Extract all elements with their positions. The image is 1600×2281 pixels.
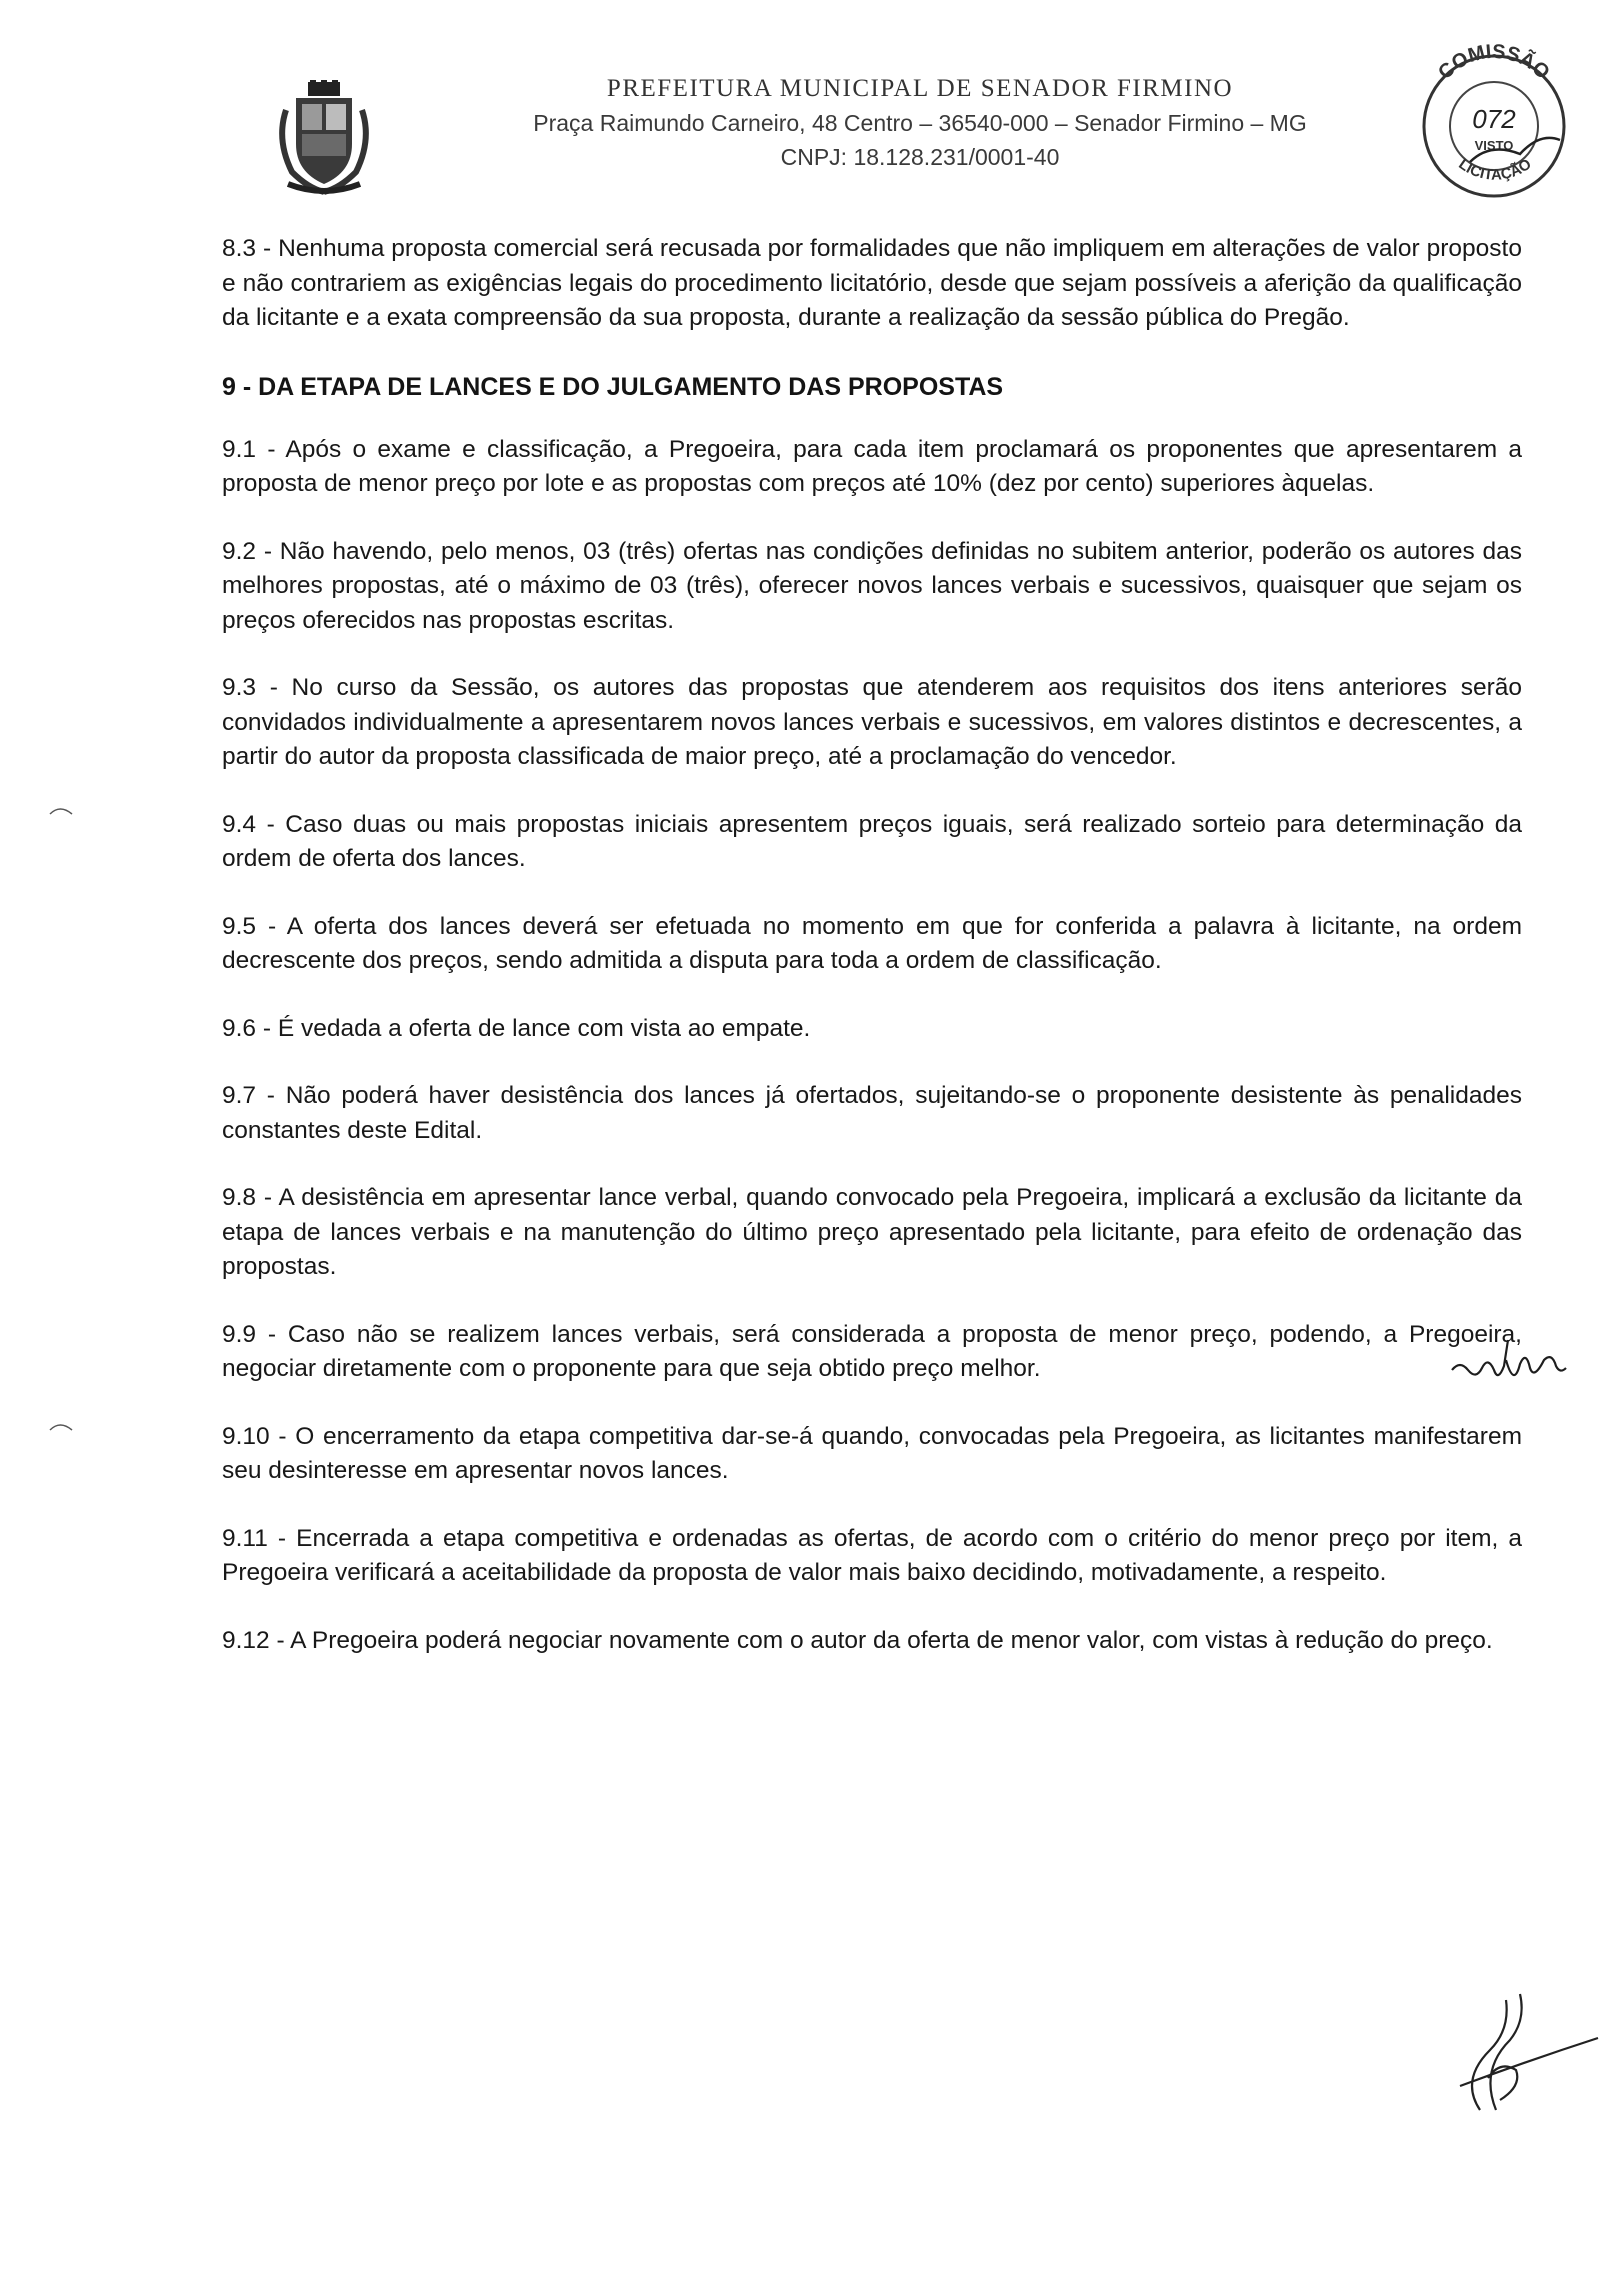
coat-of-arms-icon [272,80,376,198]
commission-stamp [1410,22,1570,212]
stamp-visto: VISTO [1474,138,1514,153]
margin-mark-icon [48,1420,74,1434]
municipality-title: PREFEITURA MUNICIPAL DE SENADOR FIRMINO [606,75,1234,102]
clause-9-10: 9.10 - O encerramento da etapa competitiva dar-se-á quando, convocadas pela Pregoeira, as licitantes manifestarem seu desinteresse em apresentar novos lances. [222,1422,1522,1484]
letterhead [420,72,1420,174]
clause-9-11: 9.11 - Encerrada a etapa competitiva e ordenadas as ofertas, de acordo com o critério do menor preço por item, a Pregoeira verificará a aceitabilidade da proposta de valor mais baixo decidindo, motivadamente, a respeito. [222,1524,1522,1586]
clause-9-8: 9.8 - A desistência em apresentar lance verbal, quando convocado pela Pregoeira, implicará a exclusão da licitante da etapa de lances verbais e na manutenção do último preço apresentado pela licitante, para efeito de ordenação das propostas. [222,1184,1522,1280]
municipality-address: Praça Raimundo Carneiro, 48 Centro – 36540-000 – Senador Firmino – MG [533,110,1307,136]
margin-mark-icon [48,804,74,818]
clause-9-12: 9.12 - A Pregoeira poderá negociar novamente com o autor da oferta de menor valor, com vistas à redução do preço. [222,1626,1493,1654]
handwritten-initials-signature [1448,1330,1568,1400]
clause-9-9: 9.9 - Caso não se realizem lances verbais, será considerada a proposta de menor preço, podendo, a Pregoeira, negociar diretamente com o proponente para que seja obtido preço melhor. [222,1320,1522,1382]
clause-9-3: 9.3 - No curso da Sessão, os autores das propostas que atenderem aos requisitos dos itens anteriores serão convidados individualmente a apresentarem novos lances verbais e sucessivos, em valores distintos e decrescentes, a partir do autor da proposta classificada de maior preço, até a proclamação do vencedor. [222,674,1522,770]
clause-9-6: 9.6 - É vedada a oferta de lance com vista ao empate. [222,1014,811,1042]
clause-9-7: 9.7 - Não poderá haver desistência dos lances já ofertados, sujeitando-se o proponente desistente às penalidades constantes deste Edital. [222,1082,1522,1144]
document-body [222,232,1522,1658]
stamp-top-text: COMISSÃO [1434,40,1554,84]
handwritten-signature [1440,1990,1600,2130]
municipality-cnpj: CNPJ: 18.128.231/0001-40 [780,144,1060,170]
clause-8-3: 8.3 - Nenhuma proposta comercial será recusada por formalidades que não impliquem em alterações de valor proposto e não contrariem as exigências legais do procedimento licitatório, desde que sejam possíveis a aferição da qualificação da licitante e a exata compreensão da sua proposta, durante a realização da sessão pública do Pregão. [222,235,1522,331]
clause-9-4: 9.4 - Caso duas ou mais propostas iniciais apresentem preços iguais, será realizado sorteio para determinação da ordem de oferta dos lances. [222,810,1522,872]
clause-9-5: 9.5 - A oferta dos lances deverá ser efetuada no momento em que for conferida a palavra à licitante, na ordem decrescente dos preços, sendo admitida a disputa para toda a ordem de classificação. [222,912,1522,974]
svg-text:COMISSÃO [1434,41,1554,84]
clause-9-2: 9.2 - Não havendo, pelo menos, 03 (três) ofertas nas condições definidas no subitem anterior, poderão os autores das melhores propostas, até o máximo de 03 (três), oferecer novos lances verbais e sucessivos, quaisquer que sejam os preços oferecidos nas propostas escritas. [222,537,1522,634]
stamp-bottom-text: LICITAÇÃO [1455,155,1535,184]
svg-text:LICITAÇÃO [1455,155,1534,183]
clause-9-1: 9.1 - Após o exame e classificação, a Pregoeira, para cada item proclamará os proponentes que apresentarem a proposta de menor preço por lote e as propostas com preços até 10% (dez por cento) superiores àquelas. [222,435,1522,497]
section-9-heading: 9 - DA ETAPA DE LANCES E DO JULGAMENTO DAS PROPOSTAS [222,372,1004,401]
stamp-number: 072 [1472,104,1516,134]
